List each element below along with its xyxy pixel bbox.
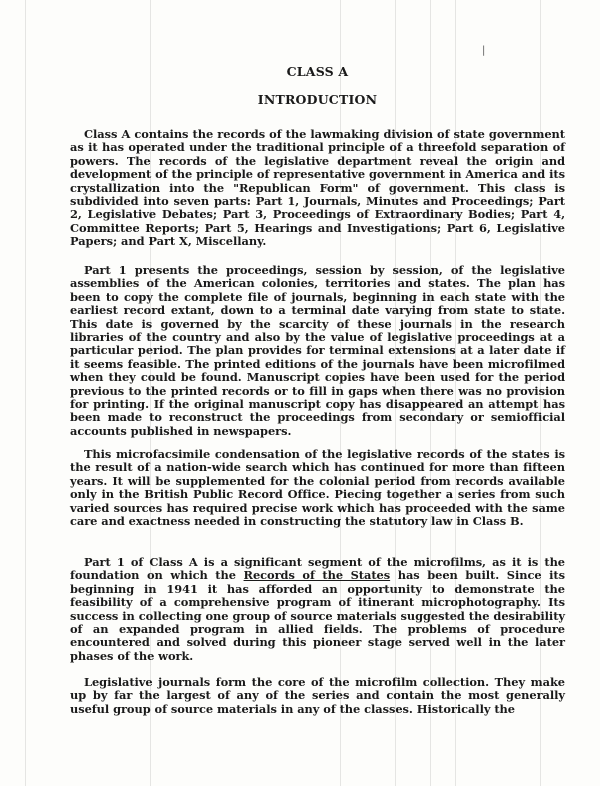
paragraph-text: Part 1 of Class A is a significant segment of the microfilms, as it is the foundation on which the <box>70 555 565 583</box>
paragraph-2 <box>70 264 565 438</box>
page-subtitle: INTRODUCTION <box>257 92 378 107</box>
paragraph-4 <box>70 556 565 663</box>
paragraph-5 <box>70 676 565 716</box>
paragraph-text: has been built. Since its beginning in 1941 it has afforded an opportunity to demonstrate the feasibility of a comprehensive program of itinerant microphotography. Its success in collecting one group of source materials suggested the desirability of an expanded program in allied fields. The problems of procedure encountered and solved during this pioneer stage served well in the later phases of the work. <box>70 568 565 663</box>
paragraph-text: This microfacsimile condensation of the legislative records of the states is the result of a nation-wide search which has continued for more than fifteen years. It will be supplemented for the colonial period from records available only in the British Public Record Office. Piecing together a series from such varied sources has required precise work which has proceeded with the same care and exactness needed in constructing the statutory law in Class B. <box>70 447 565 529</box>
paragraph-text: Class A contains the records of the lawmaking division of state government as it has operated under the traditional principle of a threefold separation of powers. The records of the legislative department reveal the origin and development of the principle of representative government in America and its crystallization into the "Republican Form" of government. This class is subdivided into seven parts: Part 1, Journals, Minutes and Proceedings; Part 2, Legislative Debates; Part 3, Proceedings of Extraordinary Bodies; Part 4, Committee Reports; Part 5, Hearings and Investigations; Part 6, Legislative Papers; and Part X, Miscellany. <box>70 127 565 249</box>
page-title: CLASS A <box>286 64 349 79</box>
paragraph-text: Part 1 presents the proceedings, session by session, of the legislative assemblies of the American colonies, territories and states. The plan has been to copy the complete file of journals, beginning in each state with the earliest record extant, down to a terminal date varying from state to state. This date is governed by the scarcity of these journals in the research libraries of the country and also by the value of legislative proceedings at a particular period. The plan provides for terminal extensions at a later date if it seems feasible. The printed editions of the journals have been microfilmed when they could be found. Manuscript copies have been used for the period previous to the printed records or to fill in gaps when there was no provision for printing. If the original manuscript copy has disappeared an attempt has been made to reconstruct the proceedings from secondary or semiofficial accounts published in newspapers. <box>70 263 565 438</box>
margin-mark: | <box>482 45 486 56</box>
records-of-the-states-title: Records of the States <box>243 568 391 583</box>
paragraph-1 <box>70 128 565 249</box>
paragraph-3 <box>70 448 565 528</box>
paragraph-text: Legislative journals form the core of the microfilm collection. They make up by far the largest of any of the series and contain the most generally useful group of source materials in any of the classes. Historically the <box>70 675 565 716</box>
